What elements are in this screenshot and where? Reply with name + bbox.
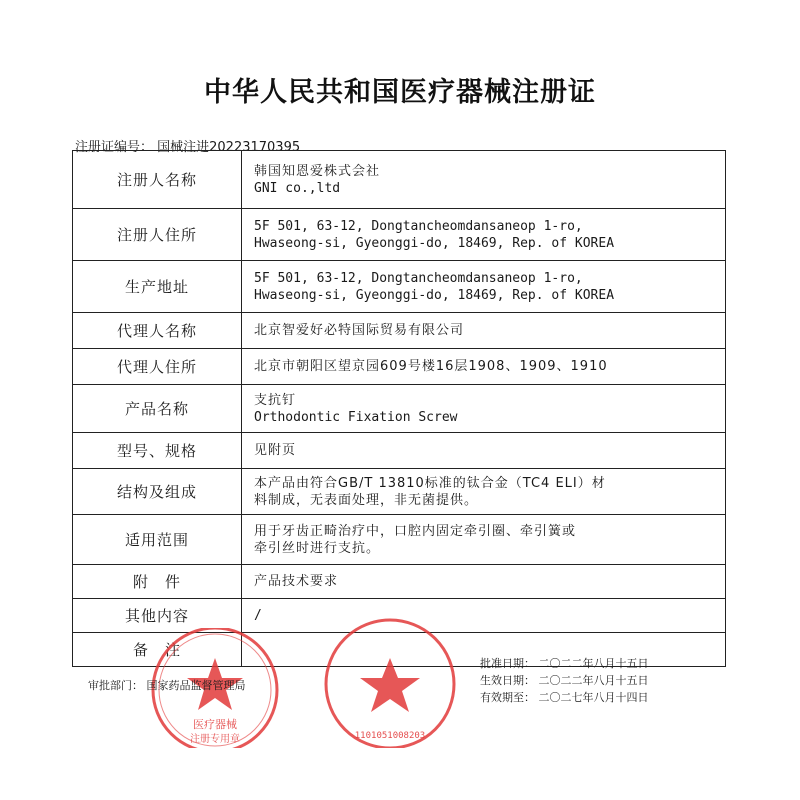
value-line: 北京市朝阳区望京园609号楼16层1908、1909、1910	[254, 359, 608, 374]
document-title: 中华人民共和国医疗器械注册证	[204, 77, 596, 108]
row-label: 注册人名称	[73, 151, 242, 209]
row-value	[242, 151, 726, 209]
value-line: 韩国知恩爱株式会社	[254, 163, 381, 179]
seal-inner-text-1: 医疗器械	[193, 718, 237, 731]
table-row	[73, 565, 726, 599]
row-value	[242, 433, 726, 469]
value-line: Hwaseong-si, Gyeonggi-do, 18469, Rep. of KOREA	[254, 287, 615, 303]
table-row	[73, 469, 726, 515]
value-line: 料制成，无表面处理，非无菌提供。	[254, 492, 479, 508]
expiry-date: 有效期至： 二〇二七年八月十四日	[480, 691, 649, 704]
row-label: 代理人名称	[73, 313, 242, 349]
table-row	[73, 261, 726, 313]
approval-authority: 审批部门： 国家药品监督管理局	[88, 679, 246, 692]
table-row	[73, 385, 726, 433]
row-label: 生产地址	[73, 261, 242, 313]
row-label: 注册人住所	[73, 209, 242, 261]
row-label: 备 注	[73, 633, 242, 667]
value-line: 5F 501, 63-12, Dongtancheomdansaneop 1-ro,	[254, 218, 583, 234]
approval-date: 批准日期： 二〇二二年八月十五日	[480, 657, 649, 670]
row-value	[242, 209, 726, 261]
seal-inner-text-2: 注册专用章	[190, 734, 240, 745]
table-row	[73, 151, 726, 209]
row-label: 适用范围	[73, 515, 242, 565]
row-value	[242, 565, 726, 599]
star-icon	[360, 658, 420, 712]
table-row	[73, 209, 726, 261]
table-row	[73, 433, 726, 469]
effective-date: 生效日期： 二〇二二年八月十五日	[480, 674, 649, 687]
value-line: 见附页	[254, 443, 297, 458]
value-line: 产品技术要求	[254, 574, 339, 589]
row-value	[242, 349, 726, 385]
row-value	[242, 515, 726, 565]
seal-number: 1101051008203	[354, 731, 426, 741]
row-value	[242, 469, 726, 515]
registration-number: 注册证编号： 国械注进20223170395	[75, 140, 301, 155]
company-seal	[310, 618, 470, 748]
value-line: /	[254, 608, 262, 623]
value-line: Orthodontic Fixation Screw	[254, 409, 458, 425]
value-line: GNI co.,ltd	[254, 180, 341, 196]
row-label: 附 件	[73, 565, 242, 599]
value-line: 北京智爱好必特国际贸易有限公司	[254, 323, 465, 338]
table-row	[73, 313, 726, 349]
value-line: 牵引丝时进行支抗。	[254, 540, 381, 556]
row-value	[242, 385, 726, 433]
row-label: 其他内容	[73, 599, 242, 633]
row-label: 型号、规格	[73, 433, 242, 469]
row-value	[242, 261, 726, 313]
value-line: 用于牙齿正畸治疗中，口腔内固定牵引圈、牵引簧或	[254, 523, 577, 539]
row-label: 产品名称	[73, 385, 242, 433]
row-label: 代理人住所	[73, 349, 242, 385]
value-line: 支抗钉	[254, 392, 297, 408]
certificate-table	[72, 150, 726, 667]
value-line: 5F 501, 63-12, Dongtancheomdansaneop 1-ro,	[254, 270, 583, 286]
row-label: 结构及组成	[73, 469, 242, 515]
row-value	[242, 313, 726, 349]
table-row	[73, 349, 726, 385]
value-line: Hwaseong-si, Gyeonggi-do, 18469, Rep. of KOREA	[254, 235, 615, 251]
value-line: 本产品由符合GB/T 13810标准的钛合金（TC4 ELI）材	[254, 475, 606, 491]
table-row	[73, 515, 726, 565]
